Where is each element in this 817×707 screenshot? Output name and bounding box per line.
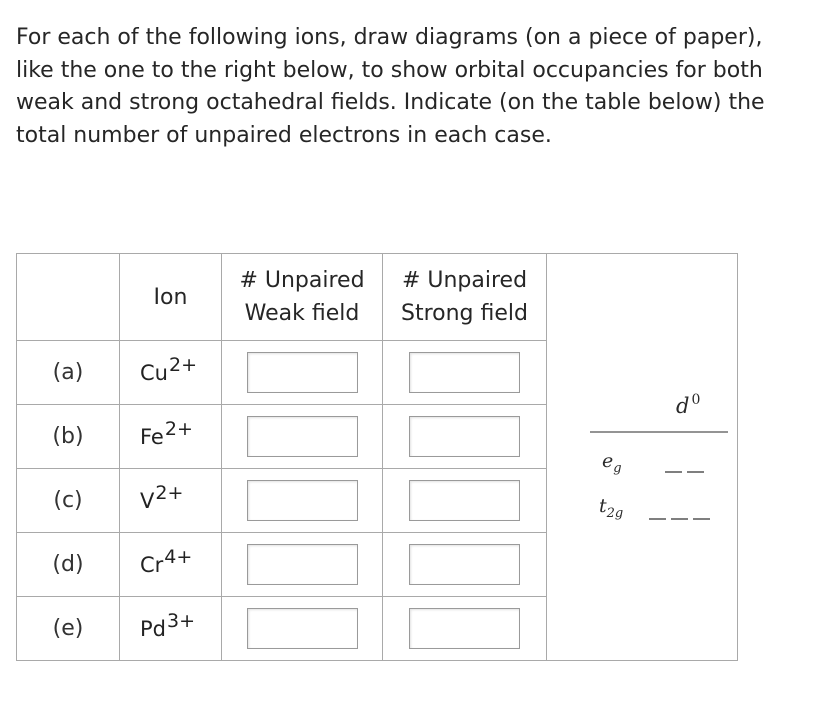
orbital-splitting-diagram	[547, 254, 738, 662]
ion-cell	[120, 469, 222, 533]
row-label: (c)	[17, 469, 120, 533]
ion-symbol: Fe	[140, 424, 164, 449]
header-strong-field	[383, 254, 547, 341]
strong-field-cell	[383, 405, 547, 469]
ion-cell	[120, 405, 222, 469]
weak-field-input[interactable]	[247, 544, 358, 585]
ion-charge: 2+	[168, 353, 197, 376]
t2g-subscript: 2g	[606, 506, 624, 521]
configuration-label	[676, 392, 700, 418]
header-ion-label: Ion	[153, 284, 188, 310]
header-strong-line1: # Unpaired	[401, 268, 528, 293]
strong-field-cell	[383, 533, 547, 597]
ion-symbol: Cr	[140, 552, 164, 577]
ion-charge: 3+	[167, 609, 196, 632]
ion-charge: 2+	[164, 417, 193, 440]
weak-field-cell	[222, 405, 383, 469]
strong-field-cell	[383, 469, 547, 533]
weak-field-cell	[222, 533, 383, 597]
instructions-text: For each of the following ions, draw diagrams (on a piece of paper), like the one to the right below, to show orbital occupancies for both weak and strong octahedral fields. Indicate (on the table below) the total number of unpaired electrons in each case.	[16, 25, 765, 148]
weak-field-cell	[222, 597, 383, 661]
ion-cell	[120, 533, 222, 597]
row-label: (d)	[17, 533, 120, 597]
ion-charge: 2+	[155, 481, 184, 504]
row-label: (b)	[17, 405, 120, 469]
header-ion	[120, 254, 222, 341]
strong-field-input[interactable]	[409, 416, 520, 457]
ion-cell	[120, 341, 222, 405]
ion-symbol: Pd	[140, 616, 166, 641]
row-label: (a)	[17, 341, 120, 405]
t2g-letter: t	[599, 495, 607, 517]
ion-charge: 4+	[164, 545, 193, 568]
t2g-label	[599, 495, 623, 521]
orbital-diagram-cell	[547, 254, 738, 661]
strong-field-cell	[383, 597, 547, 661]
weak-field-cell	[222, 469, 383, 533]
eg-letter: e	[602, 450, 614, 472]
ion-symbol: Cu	[140, 360, 168, 385]
table-header-row	[17, 254, 738, 341]
strong-field-input[interactable]	[409, 544, 520, 585]
header-weak-line1: # Unpaired	[239, 268, 365, 293]
eg-label	[602, 450, 622, 476]
strong-field-input[interactable]	[409, 608, 520, 649]
strong-field-input[interactable]	[409, 480, 520, 521]
weak-field-input[interactable]	[247, 416, 358, 457]
weak-field-input[interactable]	[247, 480, 358, 521]
header-strong-line2: Strong field	[401, 301, 528, 326]
strong-field-input[interactable]	[409, 352, 520, 393]
configuration-base: d	[676, 394, 690, 418]
ion-symbol: V	[140, 488, 155, 513]
header-weak-field	[222, 254, 383, 341]
header-corner	[17, 254, 120, 341]
weak-field-input[interactable]	[247, 608, 358, 649]
unpaired-electrons-table	[16, 253, 738, 661]
ion-cell	[120, 597, 222, 661]
strong-field-cell	[383, 341, 547, 405]
weak-field-input[interactable]	[247, 352, 358, 393]
row-label: (e)	[17, 597, 120, 661]
configuration-count: 0	[691, 392, 701, 408]
weak-field-cell	[222, 341, 383, 405]
header-weak-line2: Weak field	[244, 301, 360, 326]
eg-subscript: g	[613, 461, 622, 476]
